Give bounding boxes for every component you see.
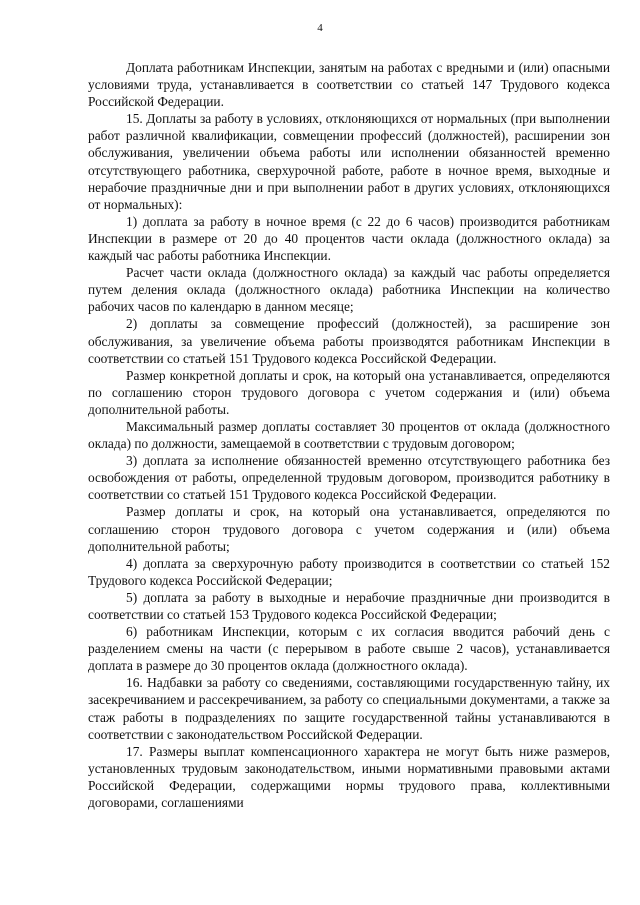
paragraph-17-minimum-payments: 17. Размеры выплат компенсационного характера не могут быть ниже размеров, установленных трудовым законодательством, иными нормативными правовыми актами Российской Федерации, содержащими нормы трудового права, коллективными договорами, соглашениями — [88, 743, 610, 811]
paragraph-15-1-night-work: 1) доплата за работу в ночное время (с 22 до 6 часов) производится работникам Инспекции в размере от 20 до 40 процентов части оклада (должностного оклада) за каждый час работы работника Инспекции. — [88, 213, 610, 264]
paragraph-hourly-calculation: Расчет части оклада (должностного оклада) за каждый час работы определяется путем деления оклада (должностного оклада) работника Инспекции на количество рабочих часов по календарю в данном месяце; — [88, 265, 610, 315]
paragraph-15-abnormal-conditions: 15. Доплаты за работу в условиях, отклоняющихся от нормальных (при выполнении работ различной квалификации, совмещении профессий (должностей), расширении зон обслуживания, увеличении объема работы или исполнении обязанностей временно отсутствующего работника, сверхурочной работе, работе в ночное время, выходные и нерабочие праздничные дни и при выполнении работ в других условиях, отклоняющихся от нормальных): — [88, 111, 610, 212]
paragraph-specific-allowance: Размер конкретной доплаты и срок, на который она устанавливается, определяются по соглашению сторон трудового договора с учетом содержания и (или) объема дополнительной работы. — [88, 367, 610, 417]
paragraph-15-5-holidays: 5) доплата за работу в выходные и нерабочие праздничные дни производится в соответствии со статьей 153 Трудового кодекса Российской Федерации; — [88, 589, 610, 622]
paragraph-16-state-secret: 16. Надбавки за работу со сведениями, составляющими государственную тайну, их засекречиванием и рассекречиванием, за работу со специальными документами, а также за стаж работы в подразделениях по защите государственной тайны устанавливаются в соответствии с законодательством Российской Федерации. — [88, 675, 610, 742]
paragraph-max-allowance: Максимальный размер доплаты составляет 30 процентов от оклада (должностного оклада) по должности, замещаемой в соответствии с трудовым договором; — [88, 418, 610, 452]
document-body — [88, 59, 610, 811]
page-number: 4 — [317, 22, 323, 34]
paragraph-hazard-pay: Доплата работникам Инспекции, занятым на работах с вредными и (или) опасными условиями труда, устанавливается в соответствии со статьей 147 Трудового кодекса Российской Федерации. — [88, 60, 610, 110]
paragraph-15-6-split-shift: 6) работникам Инспекции, которым с их согласия вводится рабочий день с разделением смены на части (с перерывом в работе свыше 2 часов), устанавливается доплата в размере до 30 процентов оклада (должностного оклада). — [88, 624, 610, 674]
paragraph-15-3-absent-duties: 3) доплата за исполнение обязанностей временно отсутствующего работника без освобождения от работы, определенной трудовым договором, производится работнику в соответствии со статьей 151 Трудового кодекса Российской Федерации. — [88, 453, 610, 503]
paragraph-15-4-overtime: 4) доплата за сверхурочную работу производится в соответствии со статьей 152 Трудового кодекса Российской Федерации; — [88, 555, 610, 588]
paragraph-allowance-terms: Размер доплаты и срок, на который она устанавливается, определяются по соглашению сторон трудового договора с учетом содержания и (или) объема дополнительной работы; — [88, 504, 610, 554]
paragraph-15-2-combination: 2) доплаты за совмещение профессий (должностей), за расширение зон обслуживания, за увеличение объема работы производятся работникам Инспекции в соответствии со статьей 151 Трудового кодекса Российской Федерации. — [88, 316, 610, 366]
